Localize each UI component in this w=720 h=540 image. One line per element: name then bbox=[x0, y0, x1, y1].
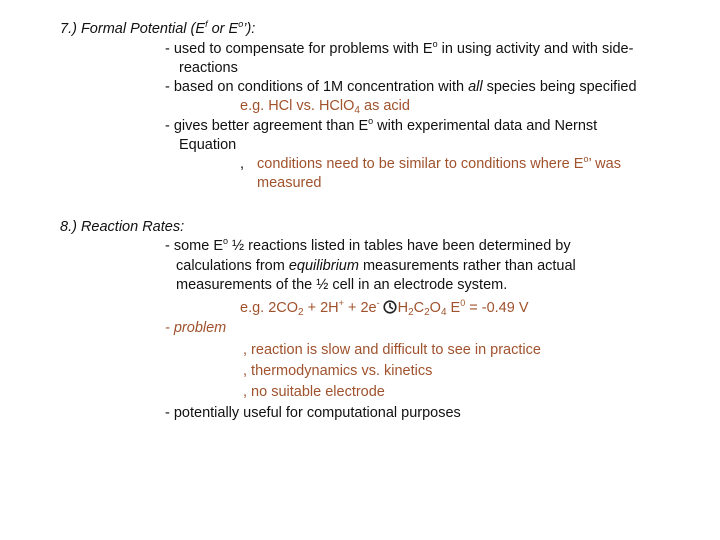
bullet-conditions: - based on conditions of 1M concentration with all species being specified bbox=[165, 79, 637, 95]
bullet-reactions: - some $E^o$ ½ reactions listed in tables have been determined by bbox=[165, 236, 571, 254]
bullet-reactions-cont1: calculations from equilibrium measurements rather than actual bbox=[176, 258, 576, 274]
note-conditions-cont: measured bbox=[257, 175, 322, 191]
section-8-heading: 8.) Reaction Rates: bbox=[60, 219, 185, 235]
bullet-agreement: - gives better agreement than $E^o$ with experimental data and Nernst bbox=[165, 116, 598, 134]
example-equation: e.g. $2CO_2 + 2H^+ + 2e^-$ $H_2C_2O_4$ $E^0 = -0.49$ V bbox=[240, 298, 529, 318]
reaction-arrow-icon bbox=[383, 300, 397, 314]
problem-slow: , reaction is slow and difficult to see in practice bbox=[243, 342, 541, 358]
bullet-reactions-cont2: measurements of the ½ cell in an electrode system. bbox=[176, 277, 508, 293]
section-7-heading: 7.) Formal Potential ($E^f$ or $E^o$’): bbox=[60, 19, 256, 37]
example-acids: e.g. HCl vs. HClO$_4$ as acid bbox=[240, 98, 410, 116]
problem-label: - problem bbox=[165, 320, 227, 336]
note-conditions-text: conditions need to be similar to conditions where $E^o$’ was bbox=[257, 154, 621, 172]
note-conditions: , bbox=[240, 156, 245, 172]
bullet-agreement-cont: Equation bbox=[179, 137, 237, 153]
problem-electrode: , no suitable electrode bbox=[243, 384, 385, 400]
bullet-computational: - potentially useful for computational purposes bbox=[165, 405, 461, 421]
bullet-compensate-cont: reactions bbox=[179, 60, 238, 76]
bullet-compensate: - used to compensate for problems with $E^o$ in using activity and with side- bbox=[165, 39, 634, 57]
problem-kinetics: , thermodynamics vs. kinetics bbox=[243, 363, 433, 379]
